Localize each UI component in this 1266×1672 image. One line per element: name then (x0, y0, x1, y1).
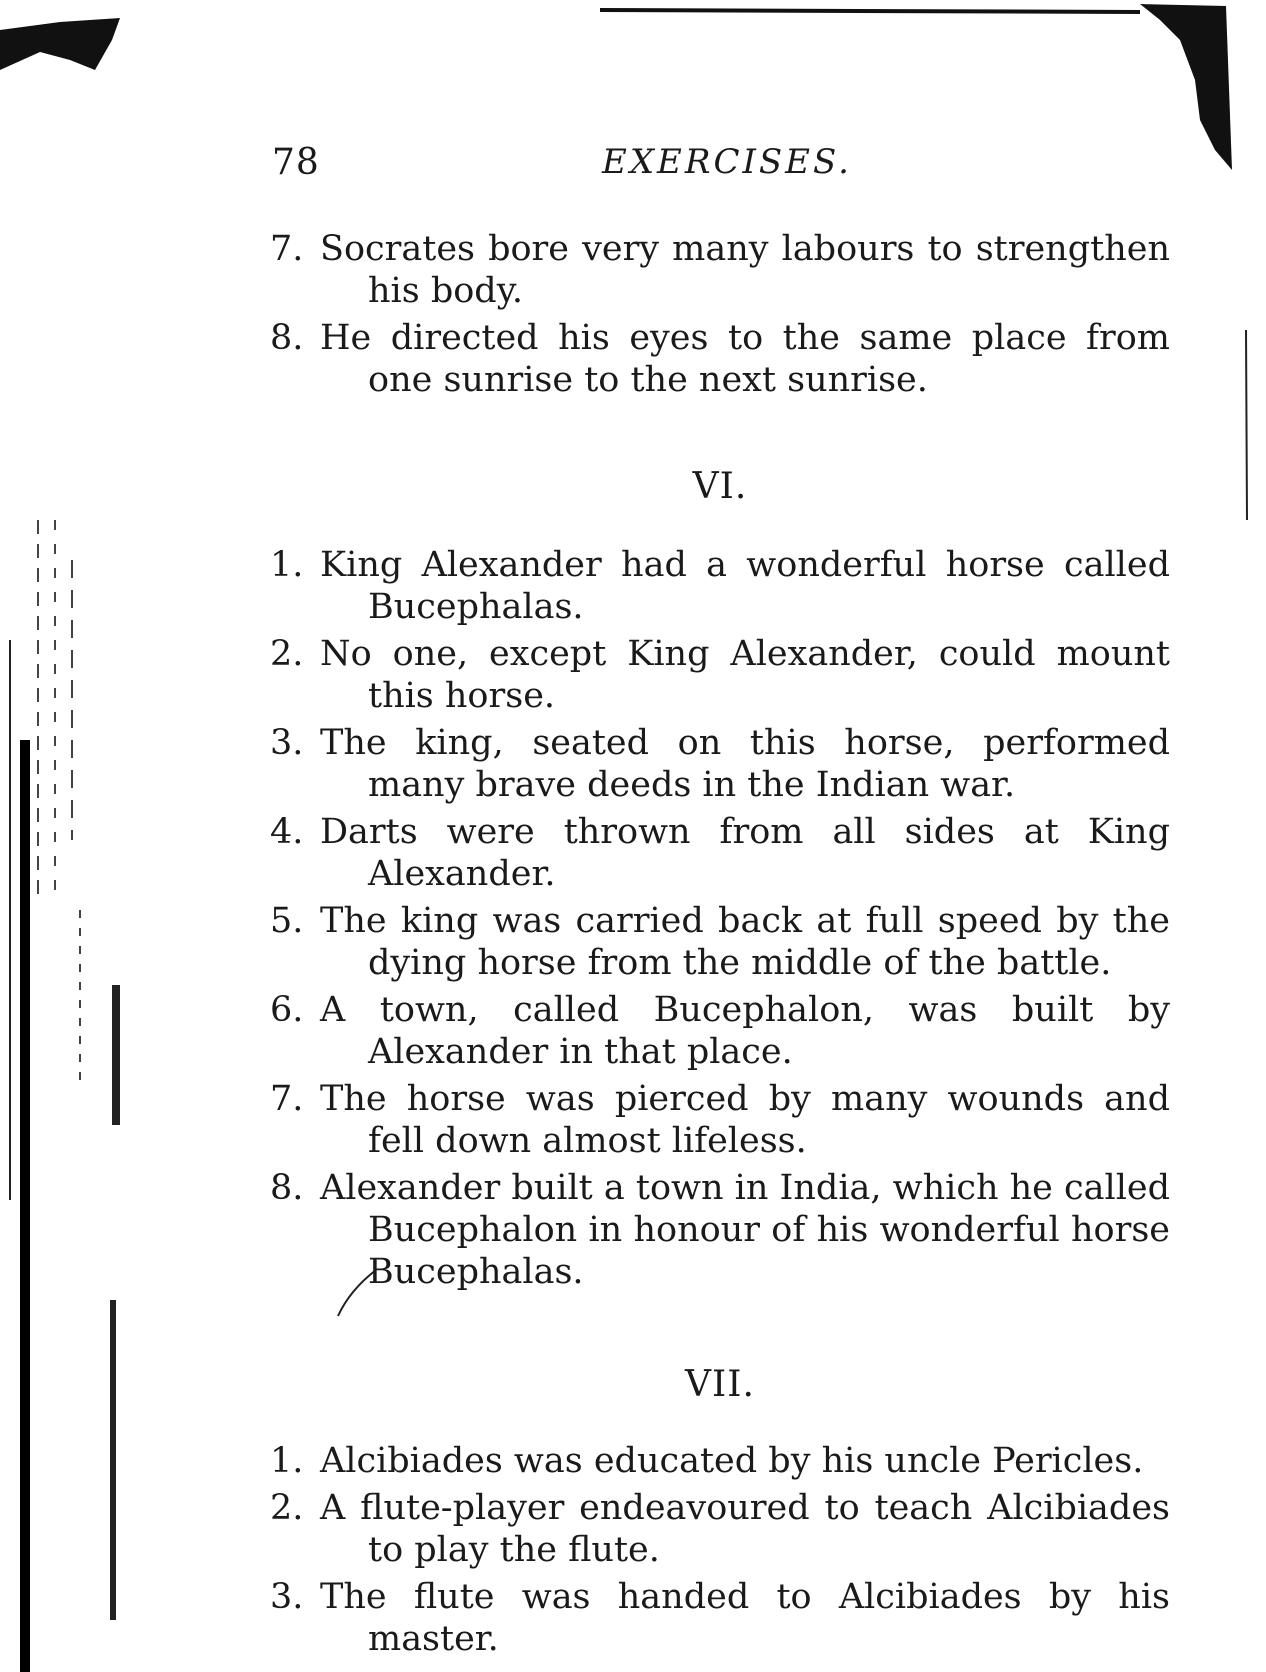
left-edge-bar (20, 740, 30, 1672)
exercise-item (270, 1167, 1170, 1293)
exercise-item (270, 1440, 1170, 1482)
exercise-item (270, 1487, 1170, 1571)
item-text: Darts were thrown from all sides at King Alexander. (320, 812, 1170, 894)
section-heading-vii: VII. (685, 1364, 755, 1405)
item-number: 5. (270, 901, 304, 941)
item-number: 8. (270, 318, 304, 358)
item-text: No one, except King Alexander, could mount this horse. (320, 634, 1170, 716)
left-binding-mark-1 (112, 985, 120, 1125)
item-text: The king, seated on this horse, performed many brave deeds in the Indian war. (320, 723, 1170, 805)
exercise-item (270, 989, 1170, 1073)
running-head (272, 142, 1172, 186)
item-number: 6. (270, 990, 304, 1030)
exercise-list-vii (270, 1440, 1170, 1665)
left-binding-mark-3 (110, 1300, 116, 1620)
exercise-item (270, 811, 1170, 895)
exercise-item (270, 900, 1170, 984)
exercise-item (270, 1576, 1170, 1660)
right-edge-line (1246, 330, 1247, 520)
item-number: 2. (270, 634, 304, 674)
item-text: King Alexander had a wonderful horse called Bucephalas. (320, 545, 1170, 627)
item-text: A town, called Bucephalon, was built by Alexander in that place. (320, 990, 1170, 1072)
page-header-title: EXERCISES. (602, 142, 852, 182)
item-number: 8. (270, 1168, 304, 1208)
exercise-item (270, 544, 1170, 628)
item-text: Alexander built a town in India, which he called Bucephalon in honour of his wonderful horse Bucephalas. (320, 1168, 1170, 1292)
exercise-item (270, 317, 1170, 401)
item-number: 4. (270, 812, 304, 852)
exercise-item (270, 228, 1170, 312)
exercise-list-v-continued (270, 228, 1170, 406)
exercise-item (270, 722, 1170, 806)
section-heading-vi: VI. (692, 466, 748, 507)
item-text: The flute was handed to Alcibiades by his master. (320, 1577, 1170, 1659)
item-text: A flute-player endeavoured to teach Alcibiades to play the flute. (320, 1488, 1170, 1570)
exercise-item (270, 1078, 1170, 1162)
exercise-list-vi (270, 544, 1170, 1298)
item-text: Socrates bore very many labours to strengthen his body. (320, 229, 1170, 311)
item-text: He directed his eyes to the same place from one sunrise to the next sunrise. (320, 318, 1170, 400)
item-number: 2. (270, 1488, 304, 1528)
item-text: Alcibiades was educated by his uncle Pericles. (320, 1441, 1144, 1481)
top-edge-line (600, 10, 1140, 12)
item-number: 3. (270, 723, 304, 763)
item-number: 1. (270, 545, 304, 585)
item-number: 1. (270, 1441, 304, 1481)
page-number: 78 (272, 142, 320, 183)
top-left-blot (0, 18, 120, 70)
item-number: 7. (270, 1079, 304, 1119)
item-number: 7. (270, 229, 304, 269)
item-text: The king was carried back at full speed by the dying horse from the middle of the battle. (320, 901, 1170, 983)
item-text: The horse was pierced by many wounds and fell down almost lifeless. (320, 1079, 1170, 1161)
exercise-item (270, 633, 1170, 717)
item-number: 3. (270, 1577, 304, 1617)
